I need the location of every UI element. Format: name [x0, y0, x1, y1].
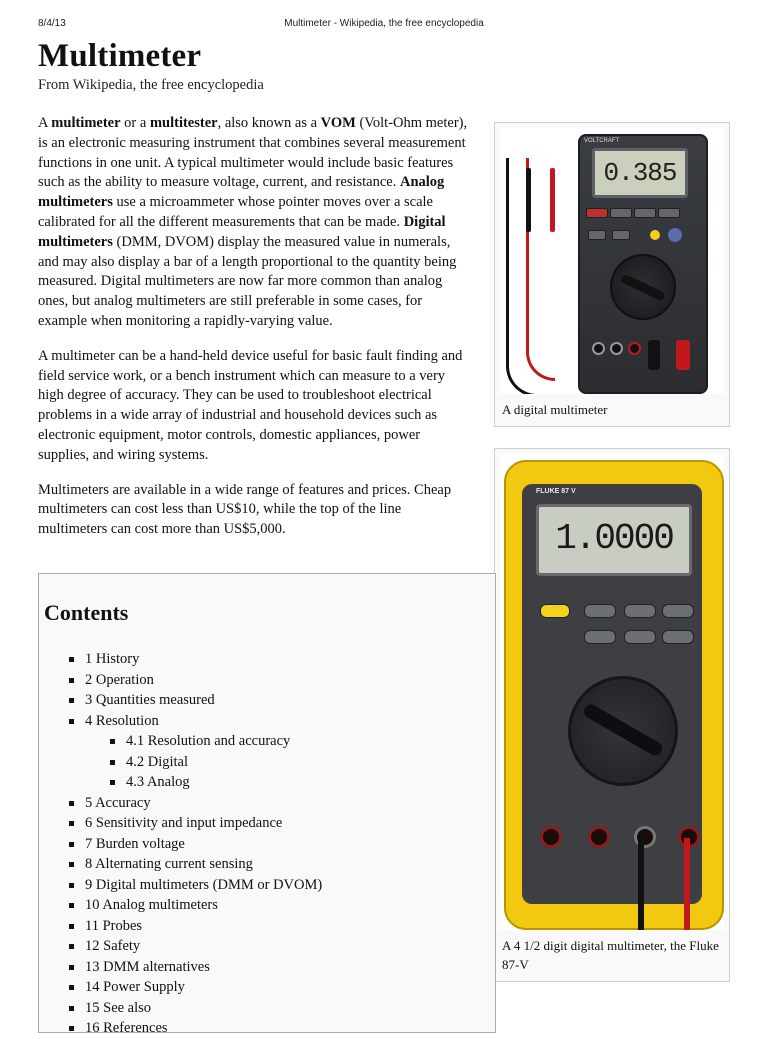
article-body	[38, 114, 472, 555]
article-tagline: From Wikipedia, the free encyclopedia	[38, 77, 264, 93]
figure-digital-multimeter	[494, 122, 730, 427]
toc-item[interactable]: 1 History	[39, 649, 322, 670]
toc-item[interactable]: 8 Alternating current sensing	[39, 854, 322, 875]
toc-item[interactable]: 9 Digital multimeters (DMM or DVOM)	[39, 875, 322, 896]
toc-item[interactable]: 6 Sensitivity and input impedance	[39, 813, 322, 834]
toc-item[interactable]: 4 Resolution	[39, 711, 322, 732]
intro-paragraph-1	[38, 114, 472, 332]
figure-caption: A digital multimeter	[502, 402, 608, 417]
text-run: (Volt-Ohm meter), is an electronic measuring instrument that combines several measurement functions in one unit. A typical multimeter would include basic features such as the ability to measure voltage, current, and resistance.	[38, 115, 468, 191]
meter-buttons	[586, 208, 700, 218]
digital-multimeter-image[interactable]	[500, 128, 724, 394]
toc-item[interactable]: 15 See also	[39, 998, 322, 1019]
rotary-dial	[568, 676, 678, 786]
rotary-dial	[610, 254, 676, 320]
toc-item[interactable]: 2 Operation	[39, 670, 322, 691]
toc-item[interactable]: 13 DMM alternatives	[39, 957, 322, 978]
meter-display: 0.385	[592, 148, 688, 198]
meter-brand: VOLTCRAFT	[584, 138, 620, 144]
toc-item[interactable]: 4.3 Analog	[39, 772, 322, 793]
text-run: , also known as a	[217, 115, 321, 131]
toc-item[interactable]: 12 Safety	[39, 936, 322, 957]
text-run: use a microammeter whose pointer moves over a scale calibrated for all the different measurements that can be made.	[38, 194, 433, 230]
fluke-multimeter-image[interactable]	[500, 454, 724, 930]
bold-term: Analog multimeters	[38, 174, 445, 211]
toc-item[interactable]: 16 References	[39, 1018, 322, 1039]
contents-heading: Contents	[44, 600, 129, 625]
figure-caption: A 4 1/2 digit digital multimeter, the Fluke 87-V	[502, 938, 719, 972]
page-title: Multimeter	[38, 38, 202, 74]
bold-term: multimeter	[51, 115, 121, 131]
bold-term: VOM	[320, 115, 356, 131]
toc-item[interactable]: 10 Analog multimeters	[39, 895, 322, 916]
bold-term: Digital multimeters	[38, 213, 446, 250]
black-probe	[526, 168, 531, 232]
toc-item[interactable]: 3 Quantities measured	[39, 690, 322, 711]
toc-item[interactable]: 5 Accuracy	[39, 793, 322, 814]
print-header	[38, 18, 730, 32]
print-page-title: Multimeter - Wikipedia, the free encyclopedia	[284, 18, 484, 29]
figure-fluke-87v	[494, 448, 730, 982]
toc-list	[39, 649, 322, 1039]
toc-item[interactable]: 7 Burden voltage	[39, 834, 322, 855]
print-date: 8/4/13	[38, 18, 66, 29]
text-run: (DMM, DVOM) display the measured value in numerals, and may also display a bar of a length proportional to the quantity being measured. Digital multimeters are now far more common than analog ones, but analog multimeters are still preferable in some cases, for example when monitoring a rapidly-varying value.	[38, 233, 457, 329]
table-of-contents	[38, 573, 496, 1036]
meter-display: 1.0000	[536, 504, 692, 576]
red-probe	[550, 168, 555, 232]
text-run: A	[38, 115, 52, 131]
intro-paragraph-2: A multimeter can be a hand-held device useful for basic fault finding and field service work, or a bench instrument which can measure to a very high degree of accuracy. They can be used to troubleshoot electrical problems in a wide array of industrial and household devices such as electronic equipment, motor controls, domestic appliances, power supplies, and wiring systems.	[38, 347, 463, 463]
toc-item[interactable]: 11 Probes	[39, 916, 322, 937]
text-run: or a	[120, 115, 150, 131]
intro-paragraph-3: Multimeters are available in a wide range of features and prices. Cheap multimeters can cost less than US$10, while the top of the line multimeters can cost more than US$5,000.	[38, 481, 452, 538]
bold-term: multitester	[149, 115, 218, 131]
toc-item[interactable]: 4.2 Digital	[39, 752, 322, 773]
toc-item[interactable]: 14 Power Supply	[39, 977, 322, 998]
toc-item[interactable]: 4.1 Resolution and accuracy	[39, 731, 322, 752]
meter-brand: FLUKE 87 V	[536, 488, 576, 495]
